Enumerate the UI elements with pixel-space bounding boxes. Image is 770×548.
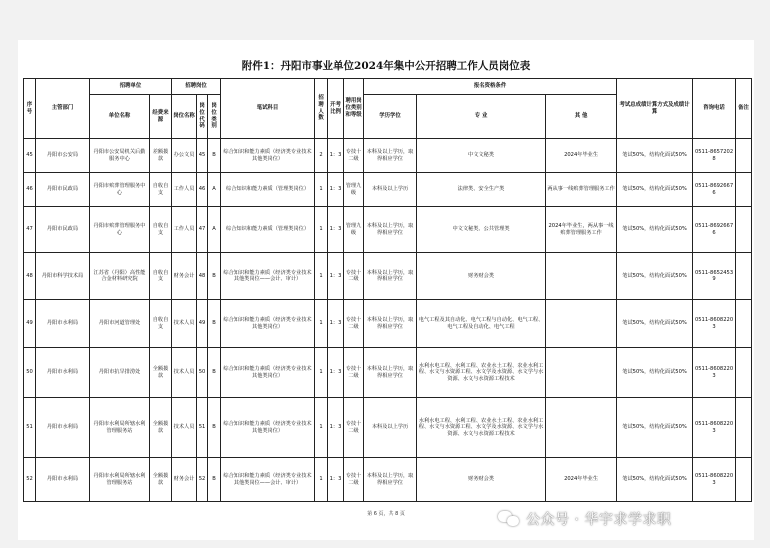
cell-ratio: 1：3 [328, 253, 344, 300]
cell-edu: 本科及以上学历，取得相应学位 [364, 207, 417, 253]
cell-ratio: 1：3 [328, 348, 344, 398]
cell-post: 工作人员 [172, 173, 197, 207]
cell-type: B [208, 300, 221, 348]
cell-unit: 丹阳市殡葬管理服务中心 [90, 207, 150, 253]
cell-remark [736, 398, 752, 458]
cell-level: 专技十二级 [344, 348, 364, 398]
cell-other: 2024年毕业生 [546, 458, 617, 502]
col-edu: 学历学位 [364, 95, 417, 139]
cell-remark [736, 348, 752, 398]
cell-other [546, 300, 617, 348]
cell-other [546, 398, 617, 458]
cell-post: 工作人员 [172, 207, 197, 253]
cell-exam: 综合知识和能力素质（经济类专业技术其他类岗位） [221, 300, 315, 348]
cell-major: 水利水电工程、水利工程、农业水土工程、农业水利工程、水文与水资源工程、水文学及水资源、水文学与水资源、水文与水资源工程技术 [417, 398, 546, 458]
cell-code: 46 [197, 173, 208, 207]
cell-remark [736, 458, 752, 502]
cell-funding: 自收自支 [150, 253, 172, 300]
cell-exam: 综合知识和能力素质（经济类专业技术其他类岗位） [221, 348, 315, 398]
cell-post: 技术人员 [172, 300, 197, 348]
cell-type: A [208, 173, 221, 207]
watermark-text: 公众号 · 华宇求学求职 [526, 512, 672, 528]
col-ratio: 开考比例 [328, 79, 344, 139]
cell-post: 技术人员 [172, 348, 197, 398]
col-other: 其 他 [546, 95, 617, 139]
cell-exam: 综合知识和能力素质（经济类专业技术其他类岗位——会计、审计） [221, 253, 315, 300]
cell-phone: 0511-86082203 [693, 300, 736, 348]
cell-seq: 52 [24, 458, 36, 502]
cell-other [546, 348, 617, 398]
cell-post: 技术人员 [172, 398, 197, 458]
cell-post: 财务会计 [172, 253, 197, 300]
col-remark: 备注 [736, 79, 752, 139]
cell-ratio: 1：3 [328, 139, 344, 173]
col-phone: 咨询电话 [693, 79, 736, 139]
cell-funding: 全额拨款 [150, 398, 172, 458]
cell-type: B [208, 253, 221, 300]
col-num: 招聘人数 [315, 79, 328, 139]
cell-edu: 本科及以上学历 [364, 398, 417, 458]
cell-code: 47 [197, 207, 208, 253]
cell-type: B [208, 458, 221, 502]
table-row [24, 300, 752, 348]
cell-seq: 45 [24, 139, 36, 173]
cell-num: 1 [315, 173, 328, 207]
cell-exam: 综合知识和能力素质（经济类专业技术其他类岗位） [221, 398, 315, 458]
cell-edu: 本科及以上学历，取得相应学位 [364, 253, 417, 300]
cell-dept: 丹阳市水利局 [36, 348, 90, 398]
cell-funding: 差额拨款 [150, 139, 172, 173]
cell-ratio: 1：3 [328, 398, 344, 458]
cell-dept: 丹阳市科学技术局 [36, 253, 90, 300]
cell-code: 45 [197, 139, 208, 173]
col-qualification: 报名资格条件 [364, 79, 617, 95]
col-dept: 主管部门 [36, 79, 90, 139]
cell-code: 52 [197, 458, 208, 502]
cell-score: 笔试50%，结构化面试50% [617, 398, 693, 458]
cell-level: 专技十二级 [344, 398, 364, 458]
table-row [24, 253, 752, 300]
cell-major: 水利水电工程、水利工程、农业水土工程、农业水利工程、水文与水资源工程、水文学及水资源、水文学与水资源、水文与水资源工程技术 [417, 348, 546, 398]
cell-major: 电气工程及其自动化、电气工程与自动化、电气工程、电气工程及自动化、电气工程 [417, 300, 546, 348]
cell-phone: 0511-86926676 [693, 207, 736, 253]
cell-seq: 49 [24, 300, 36, 348]
cell-remark [736, 253, 752, 300]
cell-num: 2 [315, 139, 328, 173]
cell-phone: 0511-86524539 [693, 253, 736, 300]
cell-phone: 0511-86082203 [693, 348, 736, 398]
cell-score: 笔试50%，结构化面试50% [617, 253, 693, 300]
cell-seq: 46 [24, 173, 36, 207]
col-recruit-unit: 招聘单位 [90, 79, 172, 95]
cell-dept: 丹阳市民政局 [36, 173, 90, 207]
cell-unit: 丹阳市殡葬管理服务中心 [90, 173, 150, 207]
cell-type: B [208, 398, 221, 458]
document-title: 附件1：丹阳市事业单位2024年集中公开招聘工作人员岗位表 [241, 60, 531, 72]
cell-type: A [208, 207, 221, 253]
table-row [24, 348, 752, 398]
cell-post: 办公文员 [172, 139, 197, 173]
cell-edu: 本科及以上学历，取得相应学位 [364, 348, 417, 398]
cell-edu: 本科及以上学历，取得相应学位 [364, 300, 417, 348]
cell-edu: 本科及以上学历，取得相应学位 [364, 458, 417, 502]
cell-funding: 自收自支 [150, 173, 172, 207]
col-post-type: 岗位类别 [208, 95, 221, 139]
cell-seq: 50 [24, 348, 36, 398]
cell-score: 笔试50%，结构化面试50% [617, 173, 693, 207]
cell-level: 管理九级 [344, 207, 364, 253]
cell-other: 2024年毕业生 [546, 139, 617, 173]
cell-code: 49 [197, 300, 208, 348]
cell-num: 1 [315, 458, 328, 502]
cell-funding: 自收自支 [150, 300, 172, 348]
cell-type: B [208, 348, 221, 398]
col-score: 考试总成绩计算方式及成绩计算 [617, 79, 693, 139]
cell-phone: 0511-86572028 [693, 139, 736, 173]
table-row [24, 173, 752, 207]
cell-seq: 47 [24, 207, 36, 253]
job-table [23, 78, 752, 502]
cell-score: 笔试50%，结构化面试50% [617, 300, 693, 348]
cell-remark [736, 139, 752, 173]
cell-phone: 0511-86082203 [693, 398, 736, 458]
cell-dept: 丹阳市公安局 [36, 139, 90, 173]
cell-other: 两从事一线殡葬管理服务工作 [546, 173, 617, 207]
col-unit-name: 单位名称 [90, 95, 150, 139]
page-footer: 第 6 页，共 8 页 [367, 511, 405, 517]
cell-unit: 丹阳市抗旱排涝处 [90, 348, 150, 398]
cell-level: 专技十二级 [344, 458, 364, 502]
document-page [18, 40, 754, 540]
cell-num: 1 [315, 253, 328, 300]
col-level: 聘用岗位类别和等级 [344, 79, 364, 139]
cell-major: 中文文秘类、公共管理类 [417, 207, 546, 253]
cell-score: 笔试50%，结构化面试50% [617, 458, 693, 502]
cell-unit: 丹阳市水利局所辖水利管理服务站 [90, 398, 150, 458]
cell-remark [736, 173, 752, 207]
col-funding: 经费来源 [150, 95, 172, 139]
cell-score: 笔试50%，结构化面试50% [617, 139, 693, 173]
cell-type: B [208, 139, 221, 173]
cell-other: 2024年毕业生，两从事一线殡葬管理服务工作 [546, 207, 617, 253]
cell-exam: 综合知识和能力素质（管理类岗位） [221, 173, 315, 207]
cell-score: 笔试50%，结构化面试50% [617, 348, 693, 398]
col-post-name: 岗位名称 [172, 95, 197, 139]
cell-ratio: 1：3 [328, 173, 344, 207]
cell-ratio: 1：3 [328, 300, 344, 348]
cell-phone: 0511-86926676 [693, 173, 736, 207]
watermark [498, 507, 671, 531]
cell-ratio: 1：3 [328, 458, 344, 502]
cell-num: 1 [315, 348, 328, 398]
cell-code: 48 [197, 253, 208, 300]
cell-major: 中文文秘类 [417, 139, 546, 173]
cell-major: 财务财会类 [417, 253, 546, 300]
cell-ratio: 1：3 [328, 207, 344, 253]
cell-exam: 综合知识和能力素质（管理类岗位） [221, 207, 315, 253]
wechat-icon [498, 509, 520, 529]
cell-seq: 51 [24, 398, 36, 458]
cell-phone: 0511-86082203 [693, 458, 736, 502]
cell-funding: 自收自支 [150, 207, 172, 253]
cell-num: 1 [315, 398, 328, 458]
cell-dept: 丹阳市水利局 [36, 398, 90, 458]
cell-exam: 综合知识和能力素质（经济类专业技术其他类岗位——会计、审计） [221, 458, 315, 502]
cell-level: 专技十二级 [344, 139, 364, 173]
cell-code: 50 [197, 348, 208, 398]
cell-exam: 综合知识和能力素质（经济类专业技术其他类岗位） [221, 139, 315, 173]
cell-other [546, 253, 617, 300]
cell-remark [736, 207, 752, 253]
header-row-1 [24, 79, 752, 95]
cell-major: 财务财会类 [417, 458, 546, 502]
cell-level: 专技十二级 [344, 253, 364, 300]
cell-num: 1 [315, 300, 328, 348]
cell-code: 51 [197, 398, 208, 458]
table-row [24, 139, 752, 173]
table-row [24, 398, 752, 458]
cell-seq: 48 [24, 253, 36, 300]
col-seq: 序号 [24, 79, 36, 139]
cell-major: 法律类、安全生产类 [417, 173, 546, 207]
cell-num: 1 [315, 207, 328, 253]
cell-unit: 丹阳市公安局机关后勤服务中心 [90, 139, 150, 173]
table-row [24, 458, 752, 502]
cell-unit: 丹阳市河道管理处 [90, 300, 150, 348]
cell-post: 财务会计 [172, 458, 197, 502]
cell-edu: 本科及以上学历 [364, 173, 417, 207]
cell-level: 专技十二级 [344, 300, 364, 348]
col-recruit-post: 招聘岗位 [172, 79, 221, 95]
cell-funding: 全额拨款 [150, 458, 172, 502]
cell-score: 笔试50%，结构化面试50% [617, 207, 693, 253]
cell-dept: 丹阳市水利局 [36, 300, 90, 348]
cell-edu: 本科及以上学历，取得相应学位 [364, 139, 417, 173]
col-post-code: 岗位代码 [197, 95, 208, 139]
cell-unit: 江苏省（丹阳）高性能合金材料研究院 [90, 253, 150, 300]
col-exam: 笔试科目 [221, 79, 315, 139]
col-major: 专 业 [417, 95, 546, 139]
table-body [24, 139, 752, 502]
table-row [24, 207, 752, 253]
cell-funding: 全额拨款 [150, 348, 172, 398]
cell-unit: 丹阳市水利局所辖水利管理服务站 [90, 458, 150, 502]
cell-level: 管理九级 [344, 173, 364, 207]
cell-dept: 丹阳市民政局 [36, 207, 90, 253]
cell-remark [736, 300, 752, 348]
cell-dept: 丹阳市水利局 [36, 458, 90, 502]
